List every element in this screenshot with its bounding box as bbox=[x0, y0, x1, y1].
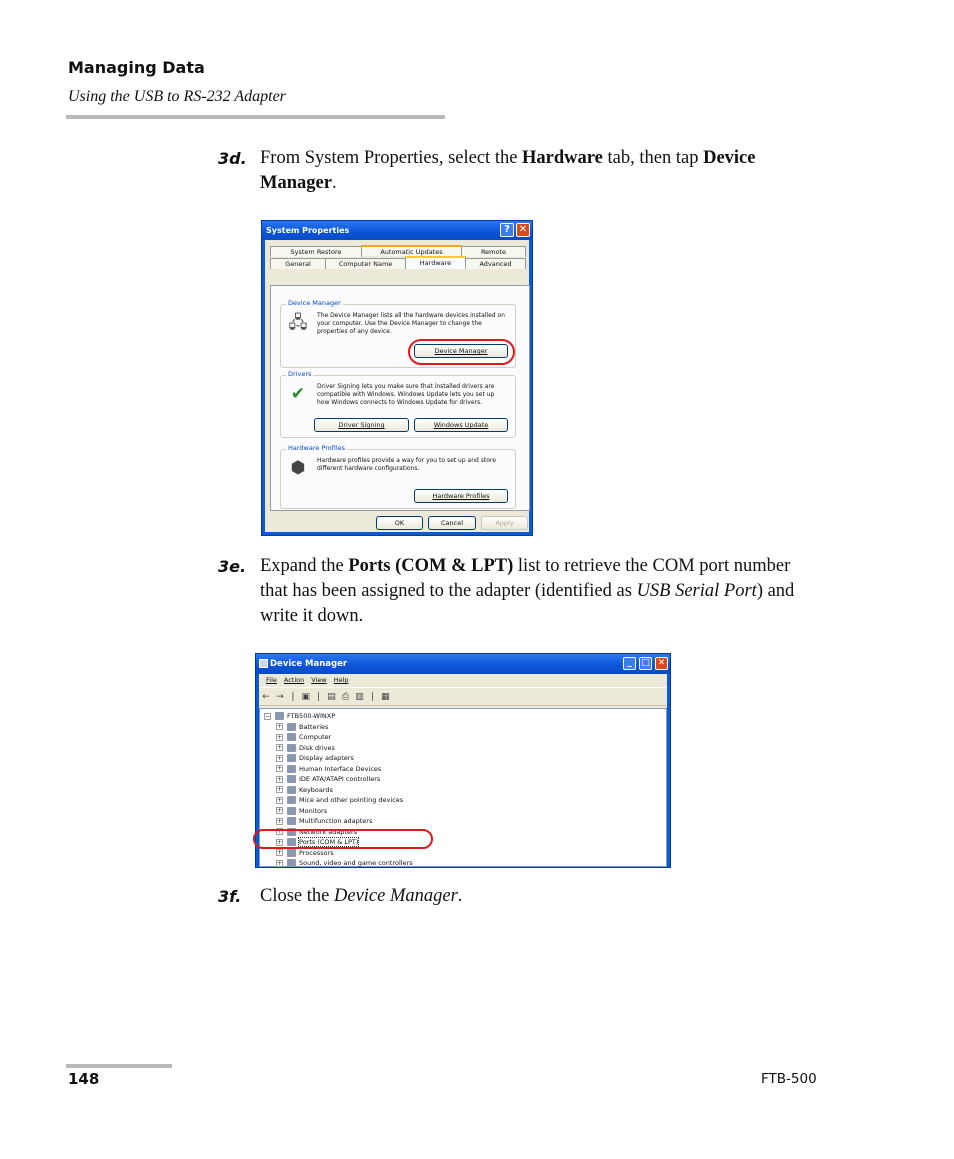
group-description: Hardware profiles provide a way for you to set up and store different hardware configurations. bbox=[317, 457, 496, 472]
expand-icon[interactable]: + bbox=[277, 859, 283, 867]
mouse-icon bbox=[287, 796, 296, 804]
menu-view[interactable]: View bbox=[311, 676, 327, 684]
expand-icon[interactable]: + bbox=[277, 828, 283, 835]
expand-icon[interactable]: + bbox=[277, 838, 283, 846]
expand-icon[interactable]: + bbox=[277, 754, 283, 762]
forward-icon[interactable]: → bbox=[276, 692, 284, 702]
scan-hardware-icon[interactable]: ▦ bbox=[380, 692, 390, 702]
tree-item[interactable]: + Multifunction adapters bbox=[277, 817, 373, 825]
minimize-icon[interactable]: _ bbox=[623, 657, 636, 670]
menu-action[interactable]: Action bbox=[283, 676, 305, 684]
tree-item[interactable]: + Keyboards bbox=[277, 785, 333, 794]
group-description: Driver Signing lets you make sure that installed drivers are compatible with Windows. Windows Update lets you set up how Windows connects to Windows Update for drivers. bbox=[317, 383, 495, 406]
highlight-oval bbox=[253, 829, 433, 849]
tree-item[interactable]: + Sound, video and game controllers bbox=[277, 859, 413, 867]
toolbar bbox=[259, 687, 667, 706]
collapse-icon[interactable]: − bbox=[265, 712, 271, 720]
menu-help[interactable]: Help bbox=[333, 676, 349, 684]
page-number: 148 bbox=[68, 1070, 100, 1088]
tree-item[interactable]: + IDE ATA/ATAPI controllers bbox=[277, 775, 381, 783]
tree-item-ports[interactable]: + Ports (COM & LPT) bbox=[277, 838, 359, 846]
tree-item[interactable]: + Computer bbox=[277, 733, 332, 741]
tab-system-restore[interactable]: System Restore bbox=[270, 246, 362, 257]
system-properties-dialog bbox=[261, 220, 533, 536]
group-label: Hardware Profiles bbox=[288, 444, 346, 452]
expand-icon[interactable]: + bbox=[277, 849, 283, 856]
driver-signing-button[interactable]: Driver Signing bbox=[314, 418, 409, 432]
dialog-title: System Properties bbox=[266, 226, 350, 235]
menu-file[interactable]: File bbox=[266, 676, 277, 684]
step-number-3f: 3f. bbox=[218, 887, 242, 906]
monitor-icon bbox=[287, 807, 296, 815]
step-3d-text: From System Properties, select the Hardware tab, then tap Device Manager. bbox=[260, 148, 756, 193]
tab-automatic-updates[interactable]: Automatic Updates bbox=[361, 245, 462, 256]
driver-signing-icon: ✔ bbox=[290, 384, 306, 404]
windows-update-button[interactable]: Windows Update bbox=[414, 418, 508, 432]
document-name: FTB-500 bbox=[761, 1071, 817, 1087]
disk-icon bbox=[287, 744, 296, 752]
device-manager-icon: 🖧 bbox=[288, 313, 308, 333]
display-icon bbox=[287, 754, 296, 762]
help-icon[interactable]: ? bbox=[500, 223, 514, 237]
keyboard-icon bbox=[287, 786, 296, 794]
section-title: Managing Data bbox=[68, 58, 205, 77]
group-label: Drivers bbox=[288, 370, 312, 378]
toolbar-separator: | bbox=[370, 692, 374, 702]
tree-item[interactable]: + Mice and other pointing devices bbox=[277, 796, 404, 804]
back-icon[interactable]: ← bbox=[262, 692, 270, 702]
expand-icon[interactable]: + bbox=[277, 807, 283, 814]
group-description: The Device Manager lists all the hardware devices installed on your computer. Use the Device Manager to change the properties of any device. bbox=[317, 312, 505, 335]
hid-icon bbox=[287, 765, 296, 773]
help-icon[interactable]: ▥ bbox=[355, 692, 364, 702]
show-hide-tree-icon[interactable]: ▣ bbox=[301, 692, 310, 702]
tree-item[interactable]: + Display adapters bbox=[277, 754, 354, 762]
ok-button[interactable]: OK bbox=[376, 516, 423, 530]
tab-hardware[interactable]: Hardware bbox=[405, 256, 466, 269]
expand-icon[interactable]: + bbox=[277, 723, 283, 730]
multifunction-icon bbox=[287, 817, 296, 825]
toolbar-separator: | bbox=[317, 692, 321, 702]
expand-icon[interactable]: + bbox=[277, 796, 283, 804]
tab-advanced[interactable]: Advanced bbox=[465, 258, 526, 269]
close-icon[interactable]: ✕ bbox=[516, 223, 530, 237]
tree-root[interactable]: − FTB500-WINXP bbox=[265, 712, 336, 720]
sound-icon bbox=[287, 859, 296, 867]
header-rule bbox=[66, 115, 445, 119]
tab-remote[interactable]: Remote bbox=[461, 246, 526, 257]
tree-item[interactable]: + Network adapters bbox=[277, 827, 358, 836]
group-label: Device Manager bbox=[288, 299, 341, 307]
hardware-profiles-group bbox=[280, 444, 516, 509]
expand-icon[interactable]: + bbox=[277, 817, 283, 825]
section-subtitle: Using the USB to RS-232 Adapter bbox=[68, 88, 286, 105]
dialog-titlebar bbox=[262, 221, 532, 240]
processor-icon bbox=[287, 849, 296, 857]
print-icon[interactable]: ⎙ bbox=[341, 692, 350, 702]
step-3f-text: Close the Device Manager. bbox=[260, 886, 463, 906]
tree-item[interactable]: + Processors bbox=[277, 848, 334, 857]
step-number-3d: 3d. bbox=[218, 149, 247, 168]
window-titlebar bbox=[256, 654, 670, 674]
device-manager-app-icon bbox=[259, 659, 268, 668]
expand-icon[interactable]: + bbox=[277, 775, 283, 783]
battery-icon bbox=[287, 723, 296, 731]
menu-bar bbox=[259, 674, 667, 687]
tab-general[interactable]: General bbox=[270, 258, 326, 269]
drivers-group bbox=[280, 370, 516, 438]
tree-item[interactable]: + Monitors bbox=[277, 806, 328, 815]
step-3e-text: Expand the Ports (COM & LPT) list to retrieve the COM port number that has been assigned to the adapter (identified as USB Serial Port) and write it down. bbox=[260, 556, 795, 626]
expand-icon[interactable]: + bbox=[277, 765, 283, 772]
step-number-3e: 3e. bbox=[218, 557, 247, 576]
properties-icon[interactable]: ▤ bbox=[327, 692, 336, 702]
footer-rule bbox=[66, 1064, 172, 1068]
maximize-icon[interactable]: □ bbox=[639, 657, 652, 670]
expand-icon[interactable]: + bbox=[277, 733, 283, 741]
hardware-profiles-button[interactable]: Hardware Profiles bbox=[414, 489, 508, 503]
highlight-oval bbox=[408, 339, 515, 365]
expand-icon[interactable]: + bbox=[277, 744, 283, 751]
device-manager-button[interactable]: Device Manager bbox=[414, 344, 508, 358]
tree-item[interactable]: + Batteries bbox=[277, 722, 329, 731]
tree-item[interactable]: + Human Interface Devices bbox=[277, 764, 382, 773]
ide-icon bbox=[287, 775, 296, 783]
computer-icon bbox=[275, 712, 284, 720]
close-icon[interactable]: ✕ bbox=[655, 657, 668, 670]
expand-icon[interactable]: + bbox=[277, 786, 283, 793]
tree-item[interactable]: + Disk drives bbox=[277, 743, 335, 752]
hardware-tab-panel bbox=[270, 285, 530, 511]
tab-computer-name[interactable]: Computer Name bbox=[325, 258, 406, 269]
dialog-body bbox=[265, 240, 529, 532]
toolbar-separator: | bbox=[291, 692, 295, 702]
apply-button[interactable]: Apply bbox=[481, 516, 528, 530]
cancel-button[interactable]: Cancel bbox=[428, 516, 476, 530]
computer-icon bbox=[287, 733, 296, 741]
hardware-profiles-icon: ⬢ bbox=[290, 458, 306, 478]
window-title: Device Manager bbox=[270, 659, 348, 669]
